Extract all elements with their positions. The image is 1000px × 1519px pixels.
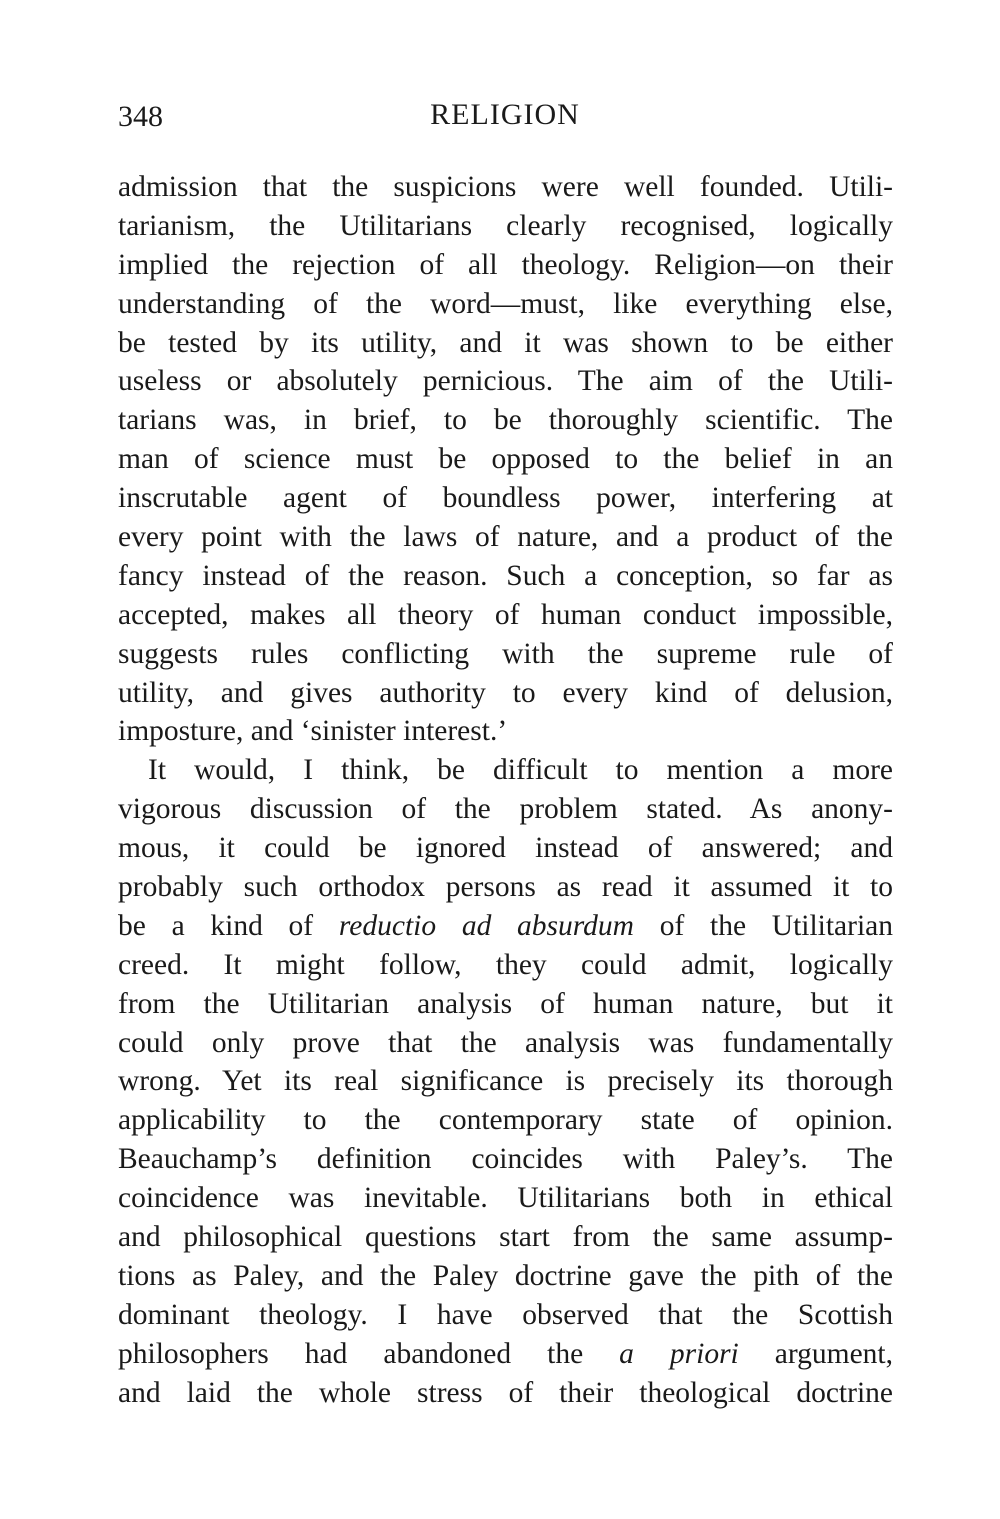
text-line — [118, 751, 893, 790]
text-segment: from the Utilitarian analysis of human nature, but it — [118, 987, 893, 1020]
text-line — [118, 790, 893, 829]
text-segment: implied the rejection of all theology. Religion—on their — [118, 248, 893, 281]
text-line — [118, 168, 893, 207]
text-line — [118, 440, 893, 479]
text-segment: It would, I think, be difficult to mention a more — [148, 754, 893, 787]
text-segment: could only prove that the analysis was fundamentally — [118, 1026, 893, 1059]
text-segment: be tested by its utility, and it was shown to be either — [118, 326, 893, 359]
text-segment: inscrutable agent of boundless power, interfering at — [118, 482, 893, 515]
text-line — [118, 712, 893, 751]
text-line — [118, 1024, 893, 1063]
body-text — [118, 168, 893, 1413]
text-line — [118, 907, 893, 946]
text-segment: imposture, and ‘sinister interest.’ — [118, 715, 508, 748]
text-segment: creed. It might follow, they could admit, logically — [118, 948, 893, 981]
text-segment: mous, it could be ignored instead of answered; and — [118, 832, 893, 865]
text-line — [118, 1140, 893, 1179]
italic-phrase: reductio ad absurdum — [338, 909, 634, 942]
text-segment: applicability to the contemporary state of opinion. — [118, 1104, 893, 1137]
text-line — [118, 557, 893, 596]
text-segment: vigorous discussion of the problem stated. As anony- — [118, 793, 893, 826]
text-line — [118, 1062, 893, 1101]
text-segment: every point with the laws of nature, and a product of the — [118, 521, 893, 554]
text-line — [118, 285, 893, 324]
text-segment: understanding of the word—must, like everything else, — [118, 287, 893, 320]
text-line — [118, 246, 893, 285]
text-line — [118, 1296, 893, 1335]
text-segment: Beauchamp’s definition coincides with Paley’s. The — [118, 1143, 893, 1176]
text-segment: be a kind of — [118, 909, 339, 942]
text-segment: and philosophical questions start from the same assump- — [118, 1221, 893, 1254]
text-line — [118, 207, 893, 246]
text-segment: of the Utilitarian — [633, 909, 894, 942]
text-segment: useless or absolutely pernicious. The aim of the Utili- — [118, 365, 893, 398]
text-segment: wrong. Yet its real significance is precisely its thorough — [118, 1065, 893, 1098]
text-segment: and laid the whole stress of their theological doctrine — [118, 1376, 893, 1409]
text-segment: fancy instead of the reason. Such a conception, so far as — [118, 559, 893, 592]
text-line — [118, 829, 893, 868]
text-line — [118, 362, 893, 401]
text-segment: utility, and gives authority to every kind of delusion, — [118, 676, 893, 709]
text-line — [118, 518, 893, 557]
text-line — [118, 1218, 893, 1257]
text-line — [118, 946, 893, 985]
text-segment: tarianism, the Utilitarians clearly recognised, logically — [118, 209, 893, 242]
text-segment: accepted, makes all theory of human conduct impossible, — [118, 598, 893, 631]
text-line — [118, 1257, 893, 1296]
text-segment: dominant theology. I have observed that the Scottish — [118, 1298, 893, 1331]
text-line — [118, 324, 893, 363]
text-segment: man of science must be opposed to the belief in an — [118, 443, 893, 476]
text-segment: argument, — [738, 1337, 894, 1370]
text-segment: probably such orthodox persons as read it assumed it to — [118, 871, 893, 904]
text-line — [118, 596, 893, 635]
text-segment: tions as Paley, and the Paley doctrine gave the pith of the — [118, 1259, 893, 1292]
text-segment: coincidence was inevitable. Utilitarians both in ethical — [118, 1182, 893, 1215]
text-line — [118, 1335, 893, 1374]
text-segment: tarians was, in brief, to be thoroughly scientific. The — [118, 404, 893, 437]
text-segment: philosophers had abandoned the — [118, 1337, 620, 1370]
text-segment: suggests rules conflicting with the supreme rule of — [118, 637, 893, 670]
running-head: RELIGION — [430, 98, 580, 131]
text-line — [118, 985, 893, 1024]
italic-phrase: a priori — [619, 1337, 739, 1370]
text-line — [118, 1179, 893, 1218]
text-line — [118, 1374, 893, 1413]
text-line — [118, 401, 893, 440]
text-line — [118, 479, 893, 518]
text-line — [118, 635, 893, 674]
text-line — [118, 674, 893, 713]
page-number: 348 — [118, 100, 163, 133]
text-segment: admission that the suspicions were well founded. Utili- — [118, 171, 893, 203]
text-line — [118, 1101, 893, 1140]
text-line — [118, 868, 893, 907]
